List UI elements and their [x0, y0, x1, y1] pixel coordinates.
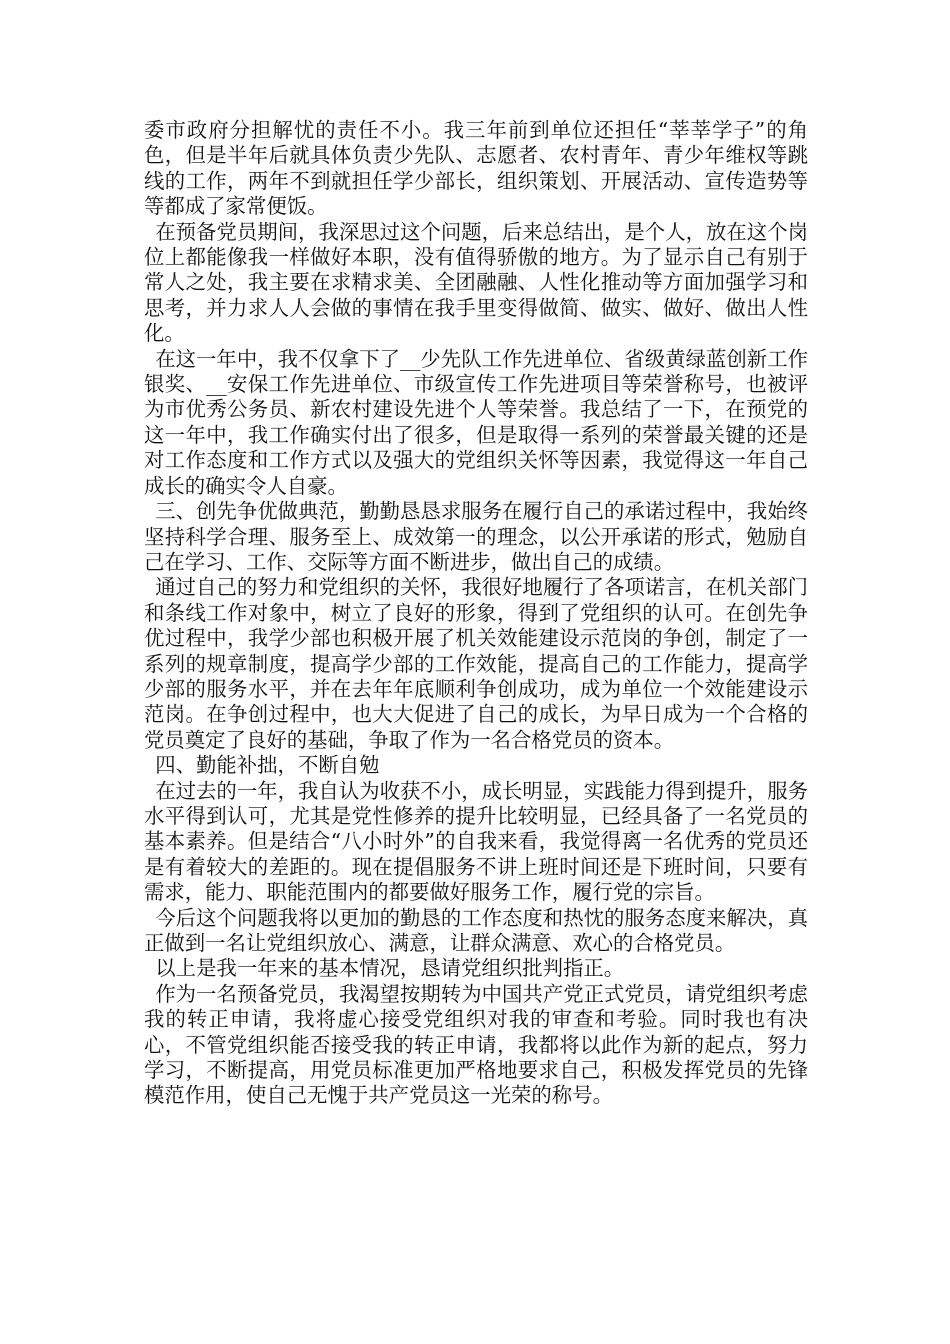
paragraph-section-three: 三、创先争优做典范，勤勤恳恳求服务在履行自己的承诺过程中，我始终坚持科学合理、服务至上、成效第一的理念，以公开承诺的形式，勉励自己在学习、工作、交际等方面不断进步，做出自己的成绩。	[144, 499, 808, 574]
paragraph-honors: 在这一年中，我不仅拿下了__少先队工作先进单位、省级黄绿蓝创新工作银奖、__安保工作先进单位、市级宣传工作先进项目等荣誉称号，也被评为市优秀公务员、新农村建设先进个人等荣誉。我总结了一下，在预党的这一年中，我工作确实付出了很多，但是取得一系列的荣誉最关键的还是对工作态度和工作方式以及强大的党组织关怀等因素，我觉得这一年自己成长的确实令人自豪。	[144, 346, 808, 498]
paragraph-future-plan: 今后这个问题我将以更加的勤恳的工作态度和热忱的服务态度来解决，真正做到一名让党组织放心、满意，让群众满意、欢心的合格党员。	[144, 905, 808, 955]
section-heading-four: 四、勤能补拙，不断自勉	[155, 753, 380, 778]
paragraph-probation-reflection: 在预备党员期间，我深思过这个问题，后来总结出，是个人，放在这个岗位上都能像我一样做好本职，没有值得骄傲的地方。为了显示自己有别于常人之处，我主要在求精求美、全团融融、人性化推动等方面加强学习和思考，并力求人人会做的事情在我手里变得做简、做实、做好、做出人性化。	[144, 219, 808, 346]
paragraph-conclusion: 作为一名预备党员，我渴望按期转为中国共产党正式党员，请党组织考虑我的转正申请，我将虚心接受党组织对我的审查和考验。同时我也有决心，不管党组织能否接受我的转正申请，我都将以此作为新的起点，努力学习，不断提高，用党员标准更加严格地要求自己，积极发挥党员的先锋模范作用，使自己无愧于共产党员这一光荣的称号。	[144, 981, 808, 1108]
document-page	[144, 118, 808, 1109]
paragraph-continuation: 委市政府分担解忧的责任不小。我三年前到单位还担任“莘莘学子”的角色，但是半年后就具体负责少先队、志愿者、农村青年、青少年维权等跳线的工作，两年不到就担任学少部长，组织策划、开展活动、宣传造势等等都成了家常便饭。	[144, 118, 808, 219]
paragraph-shortcomings: 在过去的一年，我自认为收获不小，成长明显，实践能力得到提升，服务水平得到认可，尤其是党性修养的提升比较明显，已经具备了一名党员的基本素养。但是结合“八小时外”的自我来看，我觉得离一名优秀的党员还是有着较大的差距的。现在提倡服务不讲上班时间还是下班时间，只要有需求，能力、职能范围内的都要做好服务工作，履行党的宗旨。	[144, 778, 808, 905]
paragraph-summary: 以上是我一年来的基本情况，恳请党组织批判指正。	[155, 956, 625, 981]
paragraph-commitments: 通过自己的努力和党组织的关怀，我很好地履行了各项诺言，在机关部门和条线工作对象中，树立了良好的形象，得到了党组织的认可。在创先争优过程中，我学少部也积极开展了机关效能建设示范岗的争创，制定了一系列的规章制度，提高学少部的工作效能，提高自己的工作能力，提高学少部的服务水平，并在去年年底顺利争创成功，成为单位一个效能建设示范岗。在争创过程中，也大大促进了自己的成长，为早日成为一个合格的党员奠定了良好的基础，争取了作为一名合格党员的资本。	[144, 575, 808, 752]
